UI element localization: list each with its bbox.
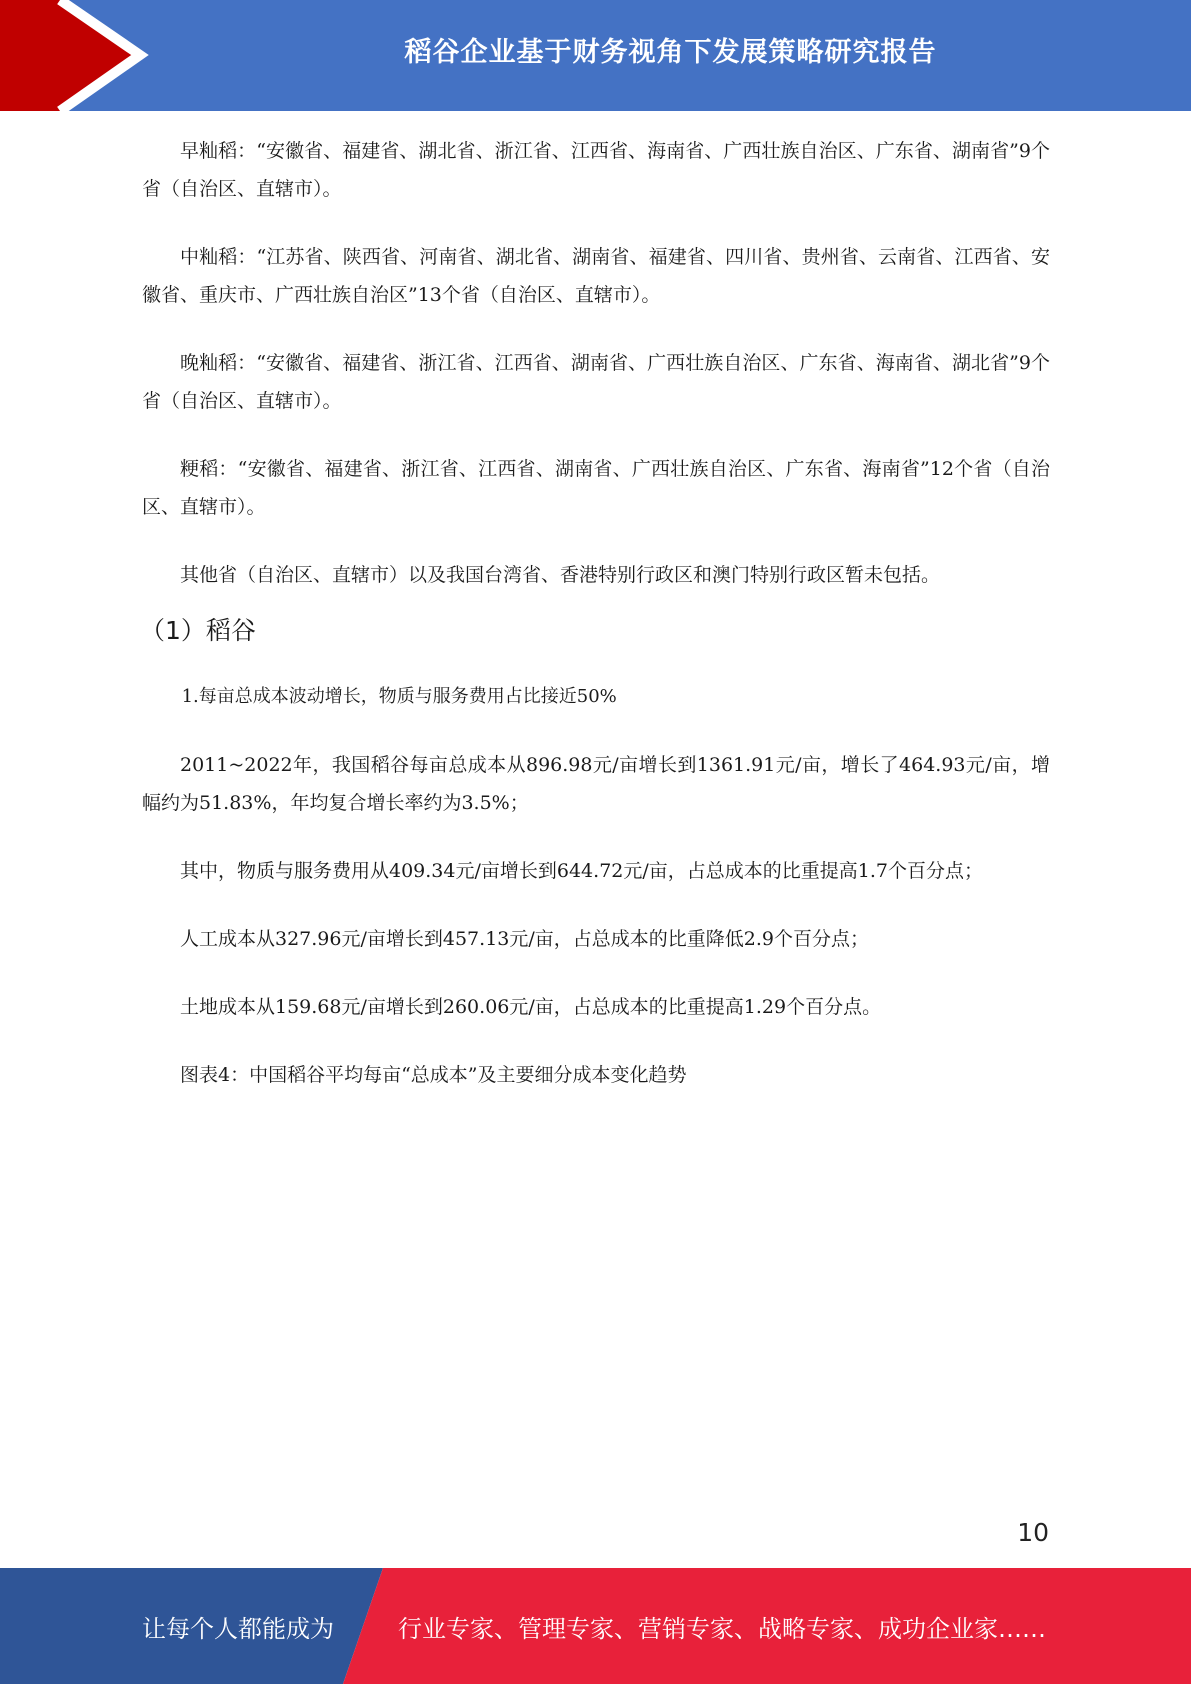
- paragraph-land-cost: 土地成本从159.68元/亩增长到260.06元/亩，占总成本的比重提高1.29个百分点。: [180, 996, 882, 1018]
- paragraph-early-indica: 早籼稻：“安徽省、福建省、湖北省、浙江省、江西省、海南省、广西壮族自治区、广东省、湖南省”9个省（自治区、直辖市）。: [142, 140, 1050, 200]
- paragraph-japonica: 粳稻：“安徽省、福建省、浙江省、江西省、湖南省、广西壮族自治区、广东省、海南省”12个省（自治区、直辖市）。: [142, 458, 1050, 518]
- page-number: 10: [1017, 1518, 1049, 1547]
- footer-slogan-right: 行业专家、管理专家、营销专家、战略专家、成功企业家……: [398, 1614, 1046, 1643]
- paragraph-total-cost: 2011~2022年，我国稻谷每亩总成本从896.98元/亩增长到1361.91元/亩，增长了464.93元/亩，增幅约为51.83%，年均复合增长率约为3.5%；: [142, 754, 1050, 814]
- paragraph-other-regions: 其他省（自治区、直辖市）以及我国台湾省、香港特别行政区和澳门特别行政区暂未包括。: [180, 564, 941, 586]
- paragraph-labor-cost: 人工成本从327.96元/亩增长到457.13元/亩，占总成本的比重降低2.9个百分点；: [180, 928, 869, 950]
- section-heading: （1）稻谷: [140, 616, 256, 645]
- paragraph-late-indica: 晚籼稻：“安徽省、福建省、浙江省、江西省、湖南省、广西壮族自治区、广东省、海南省、湖北省”9个省（自治区、直辖市）。: [142, 352, 1050, 412]
- paragraph-mid-indica: 中籼稻：“江苏省、陕西省、河南省、湖北省、湖南省、福建省、四川省、贵州省、云南省、江西省、安徽省、重庆市、广西壮族自治区”13个省（自治区、直辖市）。: [142, 246, 1050, 306]
- header-title: 稻谷企业基于财务视角下发展策略研究报告: [404, 36, 937, 68]
- page-footer: [0, 1568, 1191, 1684]
- header-arrow-decoration: [0, 0, 160, 111]
- paragraph-material-cost: 其中，物质与服务费用从409.34元/亩增长到644.72元/亩，占总成本的比重提高1.7个百分点；: [180, 860, 983, 882]
- document-body: [142, 132, 1050, 1094]
- figure-caption: 图表4：中国稻谷平均每亩“总成本”及主要细分成本变化趋势: [180, 1064, 687, 1086]
- footer-slogan-left: 让每个人都能成为: [142, 1614, 334, 1643]
- page-header: [0, 0, 1191, 111]
- section-subheading: 1.每亩总成本波动增长，物质与服务费用占比接近50%: [181, 686, 617, 707]
